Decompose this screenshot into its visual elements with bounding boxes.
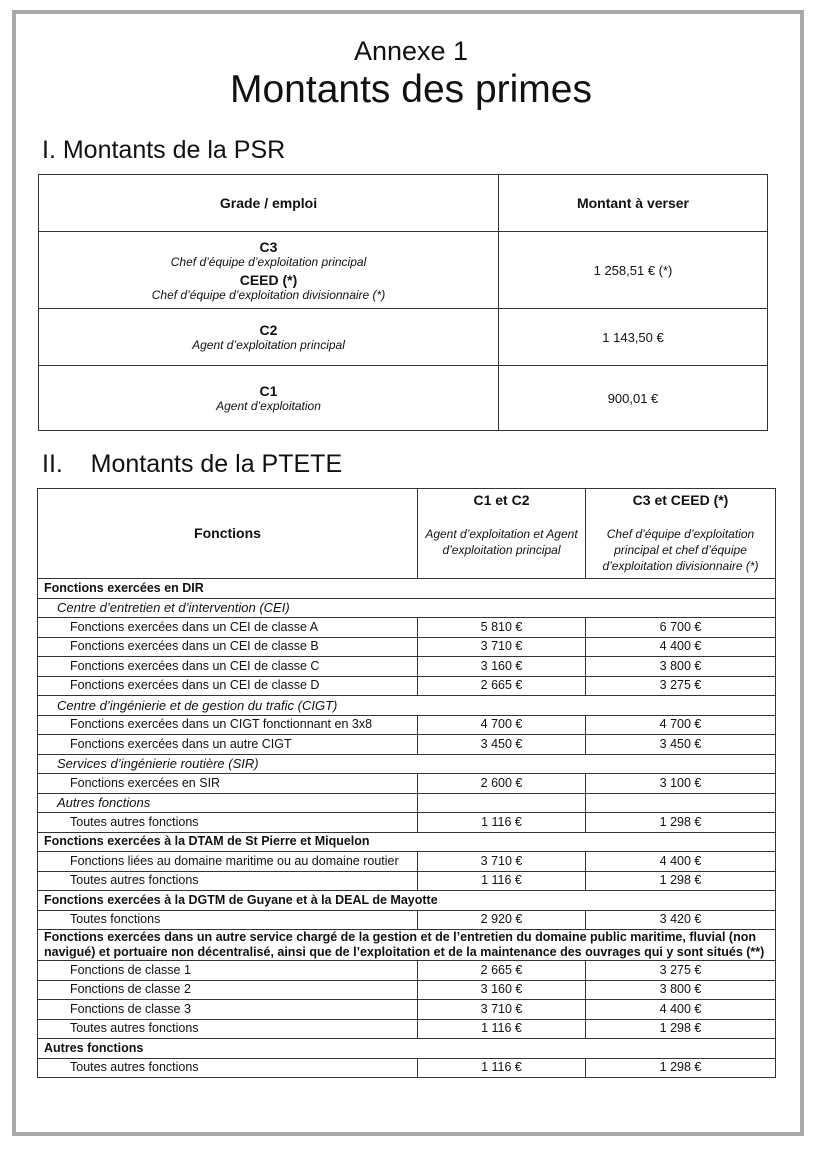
table-row [38,813,776,833]
amount-c3-ceed: 4 700 € [586,715,776,735]
group-row [38,1039,776,1059]
amount-c1-c2: 3 160 € [418,657,586,677]
table-row [38,871,776,891]
amount-c3-ceed: 1 298 € [586,1019,776,1039]
amount-c1-c2: 2 665 € [418,961,586,981]
column-title: C3 et CEED (*) [632,492,729,508]
table-row [38,618,776,638]
ptete-header-c1c2 [418,489,586,579]
subgroup-label: Autres fonctions [38,793,418,813]
amount-c1-c2: 5 810 € [418,618,586,638]
amount-c3-ceed: 3 800 € [586,980,776,1000]
section-title-psr: I. Montants de la PSR [42,136,286,164]
group-label: Fonctions exercées à la DTAM de St Pierre et Miquelon [38,832,776,852]
table-row [38,1000,776,1020]
amount-c1-c2: 1 116 € [418,871,586,891]
ptete-header-row [38,489,776,579]
subgroup-row [38,598,776,618]
amount-c3-ceed: 1 298 € [586,813,776,833]
group-label: Fonctions exercées en DIR [38,579,776,599]
table-row [38,910,776,930]
table-row [38,774,776,794]
psr-amount: 1 258,51 € (*) [499,232,768,309]
psr-row [39,309,768,366]
table-row [38,676,776,696]
ptete-header-c3ceed [586,489,776,579]
group-row [38,832,776,852]
table-row [38,852,776,872]
grade-code: C1 [259,383,278,399]
psr-table [38,174,768,431]
function-label: Fonctions de classe 3 [38,1000,418,1020]
grade-code: C2 [259,322,278,338]
amount-c3-ceed: 3 275 € [586,961,776,981]
amount-c3-ceed: 1 298 € [586,871,776,891]
empty-cell [586,793,776,813]
amount-c1-c2: 1 116 € [418,813,586,833]
group-row [38,579,776,599]
amount-c1-c2: 2 600 € [418,774,586,794]
group-label: Fonctions exercées à la DGTM de Guyane et à la DEAL de Mayotte [38,891,776,911]
ptete-header-functions: Fonctions [38,489,418,579]
grade-code: CEED (*) [239,271,298,288]
function-label: Toutes autres fonctions [38,813,418,833]
psr-header-grade: Grade / emploi [39,175,499,232]
subgroup-label: Centre d’entretien et d’intervention (CEI) [38,598,776,618]
psr-grade-cell [39,366,499,431]
table-row [38,980,776,1000]
psr-header-amount: Montant à verser [499,175,768,232]
annex-label: Annexe 1 [353,36,469,66]
amount-c1-c2: 3 450 € [418,735,586,755]
page-title: Montants des primes [230,68,592,111]
table-row [38,637,776,657]
function-label: Toutes autres fonctions [38,1019,418,1039]
amount-c1-c2: 4 700 € [418,715,586,735]
psr-row [39,366,768,431]
empty-cell [418,793,586,813]
psr-amount: 900,01 € [499,366,768,431]
section-title-ptete: II. Montants de la PTETE [42,450,343,478]
column-description: Agent d’exploitation et Agent d’exploitation principal [425,527,578,557]
function-label: Fonctions exercées dans un CEI de classe C [38,657,418,677]
table-row [38,961,776,981]
psr-grade-cell [39,232,499,309]
group-row [38,930,776,961]
function-label: Fonctions exercées dans un autre CIGT [38,735,418,755]
grade-description: Chef d’équipe d’exploitation principal [170,254,367,269]
amount-c3-ceed: 3 275 € [586,676,776,696]
psr-amount: 1 143,50 € [499,309,768,366]
function-label: Toutes autres fonctions [38,1058,418,1078]
amount-c1-c2: 2 920 € [418,910,586,930]
function-label: Fonctions exercées dans un CIGT fonctionnant en 3x8 [38,715,418,735]
table-row [38,657,776,677]
function-label: Fonctions liées au domaine maritime ou au domaine routier [38,852,418,872]
psr-grade-cell [39,309,499,366]
psr-row [39,232,768,309]
function-label: Fonctions exercées dans un CEI de classe D [38,676,418,696]
subgroup-row [38,754,776,774]
amount-c3-ceed: 3 800 € [586,657,776,677]
amount-c3-ceed: 1 298 € [586,1058,776,1078]
amount-c1-c2: 1 116 € [418,1019,586,1039]
group-label: Fonctions exercées dans un autre service chargé de la gestion et de l’entretien du domaine public maritime, fluvial (non navigué) et portuaire non décentralisé, ainsi que de l’exploitation et de la maintenance des ouvrages qui y sont situés (**) [38,930,776,961]
amount-c3-ceed: 3 420 € [586,910,776,930]
amount-c1-c2: 3 160 € [418,980,586,1000]
grade-description: Chef d’équipe d’exploitation divisionnaire (*) [151,287,386,302]
amount-c3-ceed: 4 400 € [586,1000,776,1020]
table-row [38,1019,776,1039]
amount-c1-c2: 3 710 € [418,852,586,872]
function-label: Toutes autres fonctions [38,871,418,891]
function-label: Fonctions de classe 1 [38,961,418,981]
column-description: Chef d’équipe d’exploitation principal et chef d’équipe d’exploitation divisionnaire (*) [602,527,759,573]
table-row [38,735,776,755]
table-row [38,1058,776,1078]
subgroup-label: Services d’ingénierie routière (SIR) [38,754,776,774]
subgroup-row [38,696,776,716]
table-row [38,715,776,735]
amount-c3-ceed: 3 100 € [586,774,776,794]
group-label: Autres fonctions [38,1039,776,1059]
column-title: C1 et C2 [473,492,530,508]
grade-description: Agent d’exploitation principal [192,338,345,352]
function-label: Fonctions de classe 2 [38,980,418,1000]
amount-c1-c2: 2 665 € [418,676,586,696]
group-row [38,891,776,911]
subgroup-row [38,793,776,813]
ptete-table [37,488,776,1078]
function-label: Toutes fonctions [38,910,418,930]
grade-code: C3 [259,238,278,255]
amount-c3-ceed: 6 700 € [586,618,776,638]
amount-c3-ceed: 4 400 € [586,852,776,872]
amount-c3-ceed: 3 450 € [586,735,776,755]
amount-c1-c2: 3 710 € [418,637,586,657]
function-label: Fonctions exercées dans un CEI de classe A [38,618,418,638]
amount-c1-c2: 3 710 € [418,1000,586,1020]
function-label: Fonctions exercées en SIR [38,774,418,794]
subgroup-label: Centre d’ingénierie et de gestion du trafic (CIGT) [38,696,776,716]
amount-c1-c2: 1 116 € [418,1058,586,1078]
grade-description: Agent d’exploitation [216,399,321,413]
amount-c3-ceed: 4 400 € [586,637,776,657]
function-label: Fonctions exercées dans un CEI de classe B [38,637,418,657]
